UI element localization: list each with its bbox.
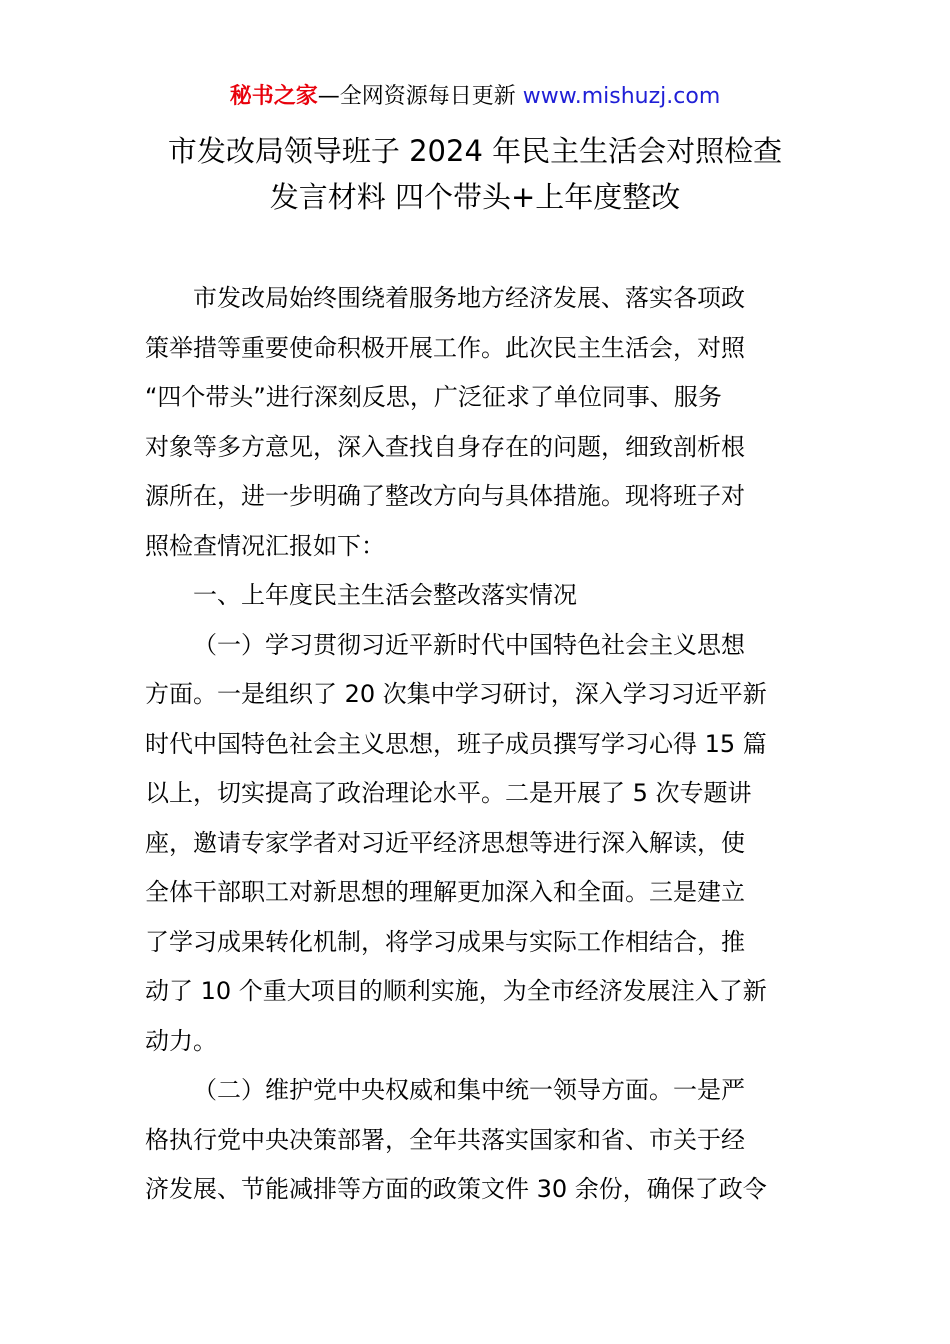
paragraph-line: 时代中国特色社会主义思想，班子成员撰写学习心得 15 篇 xyxy=(145,729,767,758)
paragraph-line: （二）维护党中央权威和集中统一领导方面。一是严 xyxy=(193,1076,745,1104)
paragraph-line: 市发改局始终围绕着服务地方经济发展、落实各项政 xyxy=(193,284,745,312)
watermark-description: —全网资源每日更新 xyxy=(317,84,516,109)
watermark-brand: 秘书之家 xyxy=(229,84,318,109)
section-heading: 一、上年度民主生活会整改落实情况 xyxy=(193,581,577,609)
watermark-url[interactable]: www.mishuzj.com xyxy=(522,84,721,109)
paragraph-line: 对象等多方意见，深入查找自身存在的问题，细致剖析根 xyxy=(145,432,745,461)
paragraph-line: 照检查情况汇报如下： xyxy=(145,531,385,560)
document-title-line-2: 发言材料 四个带头+上年度整改 xyxy=(269,180,681,214)
document-body xyxy=(145,274,810,1215)
paragraph-line: 策举措等重要使命积极开展工作。此次民主生活会，对照 xyxy=(145,333,745,362)
site-watermark-header xyxy=(0,80,950,114)
paragraph-line: 了学习成果转化机制，将学习成果与实际工作相结合，推 xyxy=(145,927,745,956)
paragraph-line: 动了 10 个重大项目的顺利实施，为全市经济发展注入了新 xyxy=(145,977,767,1005)
paragraph-line: 全体干部职工对新思想的理解更加深入和全面。三是建立 xyxy=(145,878,745,906)
paragraph-line: 源所在，进一步明确了整改方向与具体措施。现将班子对 xyxy=(145,482,745,510)
paragraph-line: 动力。 xyxy=(145,1026,217,1055)
paragraph-line: 格执行党中央决策部署，全年共落实国家和省、市关于经 xyxy=(145,1125,745,1154)
paragraph-line: 座，邀请专家学者对习近平经济思想等进行深入解读，使 xyxy=(145,828,745,857)
paragraph-line: “四个带头”进行深刻反思，广泛征求了单位同事、服务 xyxy=(145,383,722,411)
paragraph-line: 济发展、节能减排等方面的政策文件 30 余份，确保了政令 xyxy=(145,1175,767,1203)
paragraph-line: 以上，切实提高了政治理论水平。二是开展了 5 次专题讲 xyxy=(145,779,752,807)
paragraph-line: 方面。一是组织了 20 次集中学习研讨，深入学习习近平新 xyxy=(145,680,767,708)
document-title-line-1: 市发改局领导班子 2024 年民主生活会对照检查 xyxy=(167,134,783,168)
paragraph-line: （一）学习贯彻习近平新时代中国特色社会主义思想 xyxy=(193,630,745,659)
